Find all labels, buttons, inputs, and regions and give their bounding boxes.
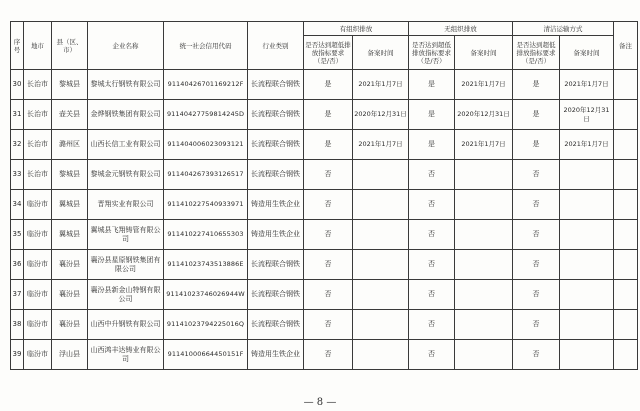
cell-organized-date bbox=[353, 190, 409, 220]
cell-code: 91141000664450151F bbox=[164, 340, 248, 370]
cell-transport-date bbox=[560, 340, 614, 370]
cell-unorganized-meets: 是 bbox=[409, 70, 455, 100]
cell-code: 911410227410655303 bbox=[164, 220, 248, 250]
cell-company: 金烨钢铁集团有限公司 bbox=[88, 100, 164, 130]
cell-unorganized-date bbox=[455, 250, 513, 280]
enterprise-table bbox=[10, 21, 638, 370]
cell-company: 山西鸿丰达铸业有限公司 bbox=[88, 340, 164, 370]
cell-industry: 铸造用生铁企业 bbox=[248, 340, 304, 370]
table-row bbox=[11, 70, 638, 100]
header-remark: 备注 bbox=[614, 22, 638, 70]
cell-city: 长治市 bbox=[24, 130, 52, 160]
cell-transport-date bbox=[560, 250, 614, 280]
cell-unorganized-meets: 是 bbox=[409, 130, 455, 160]
header-group-unorganized: 无组织排放 bbox=[409, 22, 513, 36]
cell-industry: 长流程联合钢铁 bbox=[248, 160, 304, 190]
cell-county: 襄汾县 bbox=[52, 250, 88, 280]
cell-seq: 30 bbox=[11, 70, 24, 100]
cell-city: 临汾市 bbox=[24, 280, 52, 310]
cell-unorganized-meets: 否 bbox=[409, 340, 455, 370]
cell-county: 黎城县 bbox=[52, 70, 88, 100]
cell-transport-meets: 否 bbox=[513, 310, 560, 340]
cell-unorganized-date bbox=[455, 340, 513, 370]
cell-code: 91140426701169212F bbox=[164, 70, 248, 100]
cell-organized-meets: 否 bbox=[304, 250, 353, 280]
cell-industry: 铸造用生铁企业 bbox=[248, 220, 304, 250]
cell-unorganized-meets: 否 bbox=[409, 310, 455, 340]
cell-transport-date bbox=[560, 160, 614, 190]
table-row bbox=[11, 220, 638, 250]
cell-county: 壶关县 bbox=[52, 100, 88, 130]
cell-unorganized-meets: 否 bbox=[409, 250, 455, 280]
cell-city: 长治市 bbox=[24, 160, 52, 190]
cell-industry: 长流程联合钢铁 bbox=[248, 250, 304, 280]
cell-unorganized-date bbox=[455, 220, 513, 250]
cell-industry: 长流程联合钢铁 bbox=[248, 70, 304, 100]
cell-organized-meets: 否 bbox=[304, 340, 353, 370]
cell-remark bbox=[614, 310, 638, 340]
cell-seq: 34 bbox=[11, 190, 24, 220]
cell-organized-meets: 否 bbox=[304, 310, 353, 340]
header-company: 企业名称 bbox=[88, 22, 164, 70]
cell-city: 临汾市 bbox=[24, 250, 52, 280]
table-row bbox=[11, 190, 638, 220]
cell-industry: 铸造用生铁企业 bbox=[248, 190, 304, 220]
cell-industry: 长流程联合钢铁 bbox=[248, 130, 304, 160]
cell-transport-meets: 否 bbox=[513, 250, 560, 280]
cell-unorganized-meets: 否 bbox=[409, 280, 455, 310]
header-unorganized-date: 备案时间 bbox=[455, 36, 513, 70]
cell-company: 山西长信工业有限公司 bbox=[88, 130, 164, 160]
cell-unorganized-date bbox=[455, 280, 513, 310]
cell-code: 911404267393126517 bbox=[164, 160, 248, 190]
cell-remark bbox=[614, 130, 638, 160]
cell-remark bbox=[614, 280, 638, 310]
header-seq: 序号 bbox=[11, 22, 24, 70]
cell-seq: 38 bbox=[11, 310, 24, 340]
header-group-organized: 有组织排放 bbox=[304, 22, 409, 36]
cell-transport-date: 2021年1月7日 bbox=[560, 70, 614, 100]
header-code: 统一社会信用代码 bbox=[164, 22, 248, 70]
cell-transport-meets: 是 bbox=[513, 100, 560, 130]
header-industry: 行业类别 bbox=[248, 22, 304, 70]
cell-code: 91141023746026944W bbox=[164, 280, 248, 310]
cell-company: 襄汾县星原钢铁集团有限公司 bbox=[88, 250, 164, 280]
cell-seq: 31 bbox=[11, 100, 24, 130]
header-organized-meets: 是否达到超低排放指标要求（是/否） bbox=[304, 36, 353, 70]
cell-code: 91140427759814245D bbox=[164, 100, 248, 130]
cell-city: 临汾市 bbox=[24, 310, 52, 340]
cell-city: 长治市 bbox=[24, 70, 52, 100]
cell-organized-date bbox=[353, 280, 409, 310]
header-transport-date: 备案时间 bbox=[560, 36, 614, 70]
cell-industry: 长流程联合钢铁 bbox=[248, 280, 304, 310]
table-row bbox=[11, 280, 638, 310]
cell-transport-meets: 否 bbox=[513, 280, 560, 310]
cell-unorganized-date: 2021年1月7日 bbox=[455, 130, 513, 160]
cell-company: 襄汾县新金山特钢有限公司 bbox=[88, 280, 164, 310]
cell-organized-meets: 是 bbox=[304, 70, 353, 100]
cell-code: 91141023743513886E bbox=[164, 250, 248, 280]
cell-transport-date bbox=[560, 310, 614, 340]
cell-remark bbox=[614, 100, 638, 130]
page-number: — 8 — bbox=[303, 397, 337, 408]
cell-transport-date: 2020年12月31日 bbox=[560, 100, 614, 130]
cell-company: 山西中升钢铁有限公司 bbox=[88, 310, 164, 340]
cell-transport-meets: 否 bbox=[513, 340, 560, 370]
cell-company: 黎城金元钢铁有限公司 bbox=[88, 160, 164, 190]
cell-organized-date bbox=[353, 160, 409, 190]
cell-seq: 35 bbox=[11, 220, 24, 250]
cell-transport-meets: 否 bbox=[513, 190, 560, 220]
cell-industry: 长流程联合钢铁 bbox=[248, 310, 304, 340]
cell-city: 长治市 bbox=[24, 100, 52, 130]
cell-seq: 36 bbox=[11, 250, 24, 280]
cell-transport-date: 2021年1月7日 bbox=[560, 130, 614, 160]
cell-company: 晋翔实业有限公司 bbox=[88, 190, 164, 220]
cell-unorganized-date: 2021年1月7日 bbox=[455, 70, 513, 100]
cell-industry: 长流程联合钢铁 bbox=[248, 100, 304, 130]
cell-organized-date: 2021年1月7日 bbox=[353, 130, 409, 160]
cell-organized-meets: 否 bbox=[304, 280, 353, 310]
cell-transport-meets: 否 bbox=[513, 160, 560, 190]
header-group-transport: 清洁运输方式 bbox=[513, 22, 614, 36]
cell-remark bbox=[614, 220, 638, 250]
table-row bbox=[11, 100, 638, 130]
cell-organized-date: 2020年12月31日 bbox=[353, 100, 409, 130]
cell-transport-date bbox=[560, 190, 614, 220]
table-row bbox=[11, 130, 638, 160]
cell-county: 翼城县 bbox=[52, 190, 88, 220]
cell-county: 潞州区 bbox=[52, 130, 88, 160]
cell-county: 襄汾县 bbox=[52, 310, 88, 340]
cell-unorganized-date: 2020年12月31日 bbox=[455, 100, 513, 130]
cell-city: 临汾市 bbox=[24, 190, 52, 220]
cell-transport-date bbox=[560, 280, 614, 310]
cell-unorganized-date bbox=[455, 190, 513, 220]
cell-unorganized-meets: 是 bbox=[409, 100, 455, 130]
cell-city: 临汾市 bbox=[24, 220, 52, 250]
header-county: 县（区、市） bbox=[52, 22, 88, 70]
cell-transport-meets: 是 bbox=[513, 130, 560, 160]
cell-organized-date: 2021年1月7日 bbox=[353, 70, 409, 100]
cell-remark bbox=[614, 250, 638, 280]
cell-county: 翼城县 bbox=[52, 220, 88, 250]
cell-organized-meets: 否 bbox=[304, 220, 353, 250]
cell-transport-meets: 否 bbox=[513, 220, 560, 250]
cell-seq: 33 bbox=[11, 160, 24, 190]
cell-organized-meets: 是 bbox=[304, 130, 353, 160]
cell-transport-meets: 是 bbox=[513, 70, 560, 100]
cell-organized-date bbox=[353, 220, 409, 250]
cell-city: 临汾市 bbox=[24, 340, 52, 370]
cell-organized-meets: 是 bbox=[304, 100, 353, 130]
table-row bbox=[11, 310, 638, 340]
table-row bbox=[11, 160, 638, 190]
cell-company: 翼城县飞翔铸管有限公司 bbox=[88, 220, 164, 250]
cell-seq: 32 bbox=[11, 130, 24, 160]
cell-transport-date bbox=[560, 220, 614, 250]
cell-code: 91141023794225016Q bbox=[164, 310, 248, 340]
cell-seq: 39 bbox=[11, 340, 24, 370]
header-unorganized-meets: 是否达到超低排放指标要求（是/否） bbox=[409, 36, 455, 70]
cell-county: 襄汾县 bbox=[52, 280, 88, 310]
cell-unorganized-meets: 否 bbox=[409, 160, 455, 190]
header-transport-meets: 是否达到超低排放指标要求（是/否） bbox=[513, 36, 560, 70]
header-city: 地市 bbox=[24, 22, 52, 70]
cell-unorganized-date bbox=[455, 310, 513, 340]
cell-county: 浮山县 bbox=[52, 340, 88, 370]
cell-organized-meets: 否 bbox=[304, 190, 353, 220]
cell-unorganized-meets: 否 bbox=[409, 190, 455, 220]
cell-company: 黎城太行钢铁有限公司 bbox=[88, 70, 164, 100]
cell-unorganized-date bbox=[455, 160, 513, 190]
cell-organized-date bbox=[353, 340, 409, 370]
cell-organized-date bbox=[353, 310, 409, 340]
cell-remark bbox=[614, 340, 638, 370]
header-organized-date: 备案时间 bbox=[353, 36, 409, 70]
cell-code: 911410227540933971 bbox=[164, 190, 248, 220]
cell-remark bbox=[614, 70, 638, 100]
cell-remark bbox=[614, 160, 638, 190]
cell-county: 黎城县 bbox=[52, 160, 88, 190]
cell-remark bbox=[614, 190, 638, 220]
cell-seq: 37 bbox=[11, 280, 24, 310]
table-row bbox=[11, 250, 638, 280]
cell-organized-meets: 否 bbox=[304, 160, 353, 190]
cell-code: 911404006023093121 bbox=[164, 130, 248, 160]
table-row bbox=[11, 340, 638, 370]
cell-organized-date bbox=[353, 250, 409, 280]
cell-unorganized-meets: 否 bbox=[409, 220, 455, 250]
